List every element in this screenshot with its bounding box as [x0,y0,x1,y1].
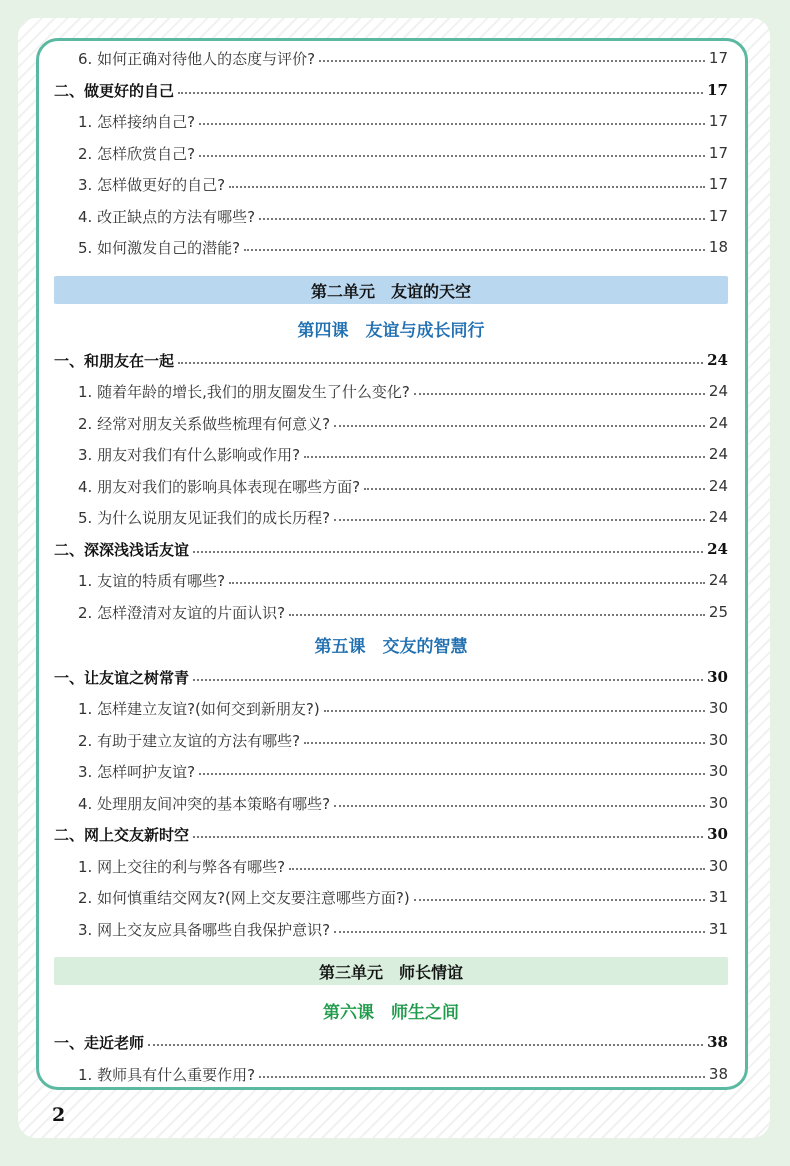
section-page: 38 [707,1033,728,1051]
toc-entry[interactable] [54,139,728,167]
section-title: 二、深深浅浅话友谊 [54,540,190,559]
entry-title: 3. 网上交友应具备哪些自我保护意识? [78,920,331,939]
lesson-heading: 第四课 友谊与成长同行 [297,320,485,341]
toc-entry[interactable] [54,883,728,911]
entry-page: 17 [708,49,728,67]
toc-entry[interactable] [54,852,728,880]
entry-page: 17 [708,144,728,162]
toc-section[interactable] [54,663,728,691]
toc-entry[interactable] [54,409,728,437]
leader-dots [259,1076,705,1078]
entry-title: 1. 怎样建立友谊?(如何交到新朋友?) [78,699,320,718]
entry-title: 4. 处理朋友间冲突的基本策略有哪些? [78,794,331,813]
leader-dots [414,899,705,901]
toc-entry[interactable] [54,202,728,230]
toc-entry[interactable] [54,44,728,72]
entry-page: 18 [708,238,728,256]
section-title: 一、和朋友在一起 [54,351,175,370]
leader-dots [199,155,705,157]
toc-section[interactable] [54,535,728,563]
leader-dots [229,582,705,584]
toc-section[interactable] [54,820,728,848]
toc-section[interactable] [54,1028,728,1056]
entry-title: 4. 朋友对我们的影响具体表现在哪些方面? [78,477,361,496]
leader-dots [148,1044,703,1046]
leader-dots [259,218,705,220]
leader-dots [334,931,705,933]
toc-entry[interactable] [54,503,728,531]
toc-entry[interactable] [54,1060,728,1088]
toc-entry[interactable] [54,440,728,468]
toc-entry[interactable] [54,598,728,626]
entry-title: 1. 随着年龄的增长,我们的朋友圈发生了什么变化? [78,382,410,401]
leader-dots [304,742,705,744]
leader-dots [319,60,705,62]
entry-title: 6. 如何正确对待他人的态度与评价? [78,49,316,68]
entry-page: 24 [708,382,728,400]
section-title: 一、走近老师 [54,1033,145,1052]
toc-entry[interactable] [54,170,728,198]
entry-page: 31 [708,920,728,938]
entry-page: 24 [708,508,728,526]
leader-dots [178,362,703,364]
entry-page: 24 [708,445,728,463]
entry-page: 30 [708,731,728,749]
entry-title: 3. 怎样做更好的自己? [78,175,226,194]
leader-dots [414,393,705,395]
entry-title: 2. 怎样欣赏自己? [78,144,196,163]
page-number: 2 [52,1104,66,1126]
section-page: 24 [707,540,728,558]
leader-dots [304,456,705,458]
section-page: 17 [707,81,728,99]
entry-page: 24 [708,477,728,495]
entry-title: 2. 如何慎重结交网友?(网上交友要注意哪些方面?) [78,888,410,907]
toc-entry[interactable] [54,915,728,943]
toc-entry[interactable] [54,377,728,405]
entry-page: 17 [708,175,728,193]
entry-title: 1. 怎样接纳自己? [78,112,196,131]
unit-heading: 第三单元 师长情谊 [54,957,728,985]
leader-dots [199,123,705,125]
lesson-heading: 第六课 师生之间 [323,1002,459,1023]
entry-page: 17 [708,112,728,130]
leader-dots [193,551,703,553]
entry-page: 38 [708,1065,728,1083]
entry-title: 1. 网上交往的利与弊各有哪些? [78,857,286,876]
lesson-heading: 第五课 交友的智慧 [314,636,468,657]
entry-title: 2. 经常对朋友关系做些梳理有何意义? [78,414,331,433]
leader-dots [364,488,705,490]
entry-title: 5. 为什么说朋友见证我们的成长历程? [78,508,331,527]
entry-title: 3. 朋友对我们有什么影响或作用? [78,445,301,464]
leader-dots [193,679,703,681]
toc-section[interactable] [54,76,728,104]
toc-entry[interactable] [54,566,728,594]
leader-dots [193,836,703,838]
toc-entry[interactable] [54,726,728,754]
leader-dots [289,868,705,870]
leader-dots [324,710,705,712]
entry-title: 3. 怎样呵护友谊? [78,762,196,781]
entry-title: 2. 有助于建立友谊的方法有哪些? [78,731,301,750]
toc-entry[interactable] [54,757,728,785]
section-page: 30 [707,668,728,686]
leader-dots [334,425,705,427]
section-title: 二、网上交友新时空 [54,825,190,844]
leader-dots [244,249,705,251]
entry-page: 17 [708,207,728,225]
toc-entry[interactable] [54,472,728,500]
unit-heading: 第二单元 友谊的天空 [54,276,728,304]
entry-title: 4. 改正缺点的方法有哪些? [78,207,256,226]
entry-page: 24 [708,414,728,432]
toc-section[interactable] [54,346,728,374]
entry-title: 1. 友谊的特质有哪些? [78,571,226,590]
leader-dots [178,92,703,94]
entry-title: 1. 教师具有什么重要作用? [78,1065,256,1084]
entry-page: 25 [708,603,728,621]
section-title: 一、让友谊之树常青 [54,668,190,687]
leader-dots [229,186,705,188]
entry-page: 30 [708,794,728,812]
leader-dots [334,805,705,807]
leader-dots [289,614,705,616]
entry-page: 24 [708,571,728,589]
toc-entry[interactable] [54,789,728,817]
entry-page: 31 [708,888,728,906]
entry-title: 2. 怎样澄清对友谊的片面认识? [78,603,286,622]
section-page: 24 [707,351,728,369]
section-page: 30 [707,825,728,843]
toc-entry[interactable] [54,107,728,135]
entry-page: 30 [708,762,728,780]
section-title: 二、做更好的自己 [54,81,175,100]
leader-dots [334,519,705,521]
toc-entry[interactable] [54,694,728,722]
leader-dots [199,773,705,775]
entry-page: 30 [708,699,728,717]
entry-page: 30 [708,857,728,875]
toc-entry[interactable] [54,233,728,261]
entry-title: 5. 如何激发自己的潜能? [78,238,241,257]
